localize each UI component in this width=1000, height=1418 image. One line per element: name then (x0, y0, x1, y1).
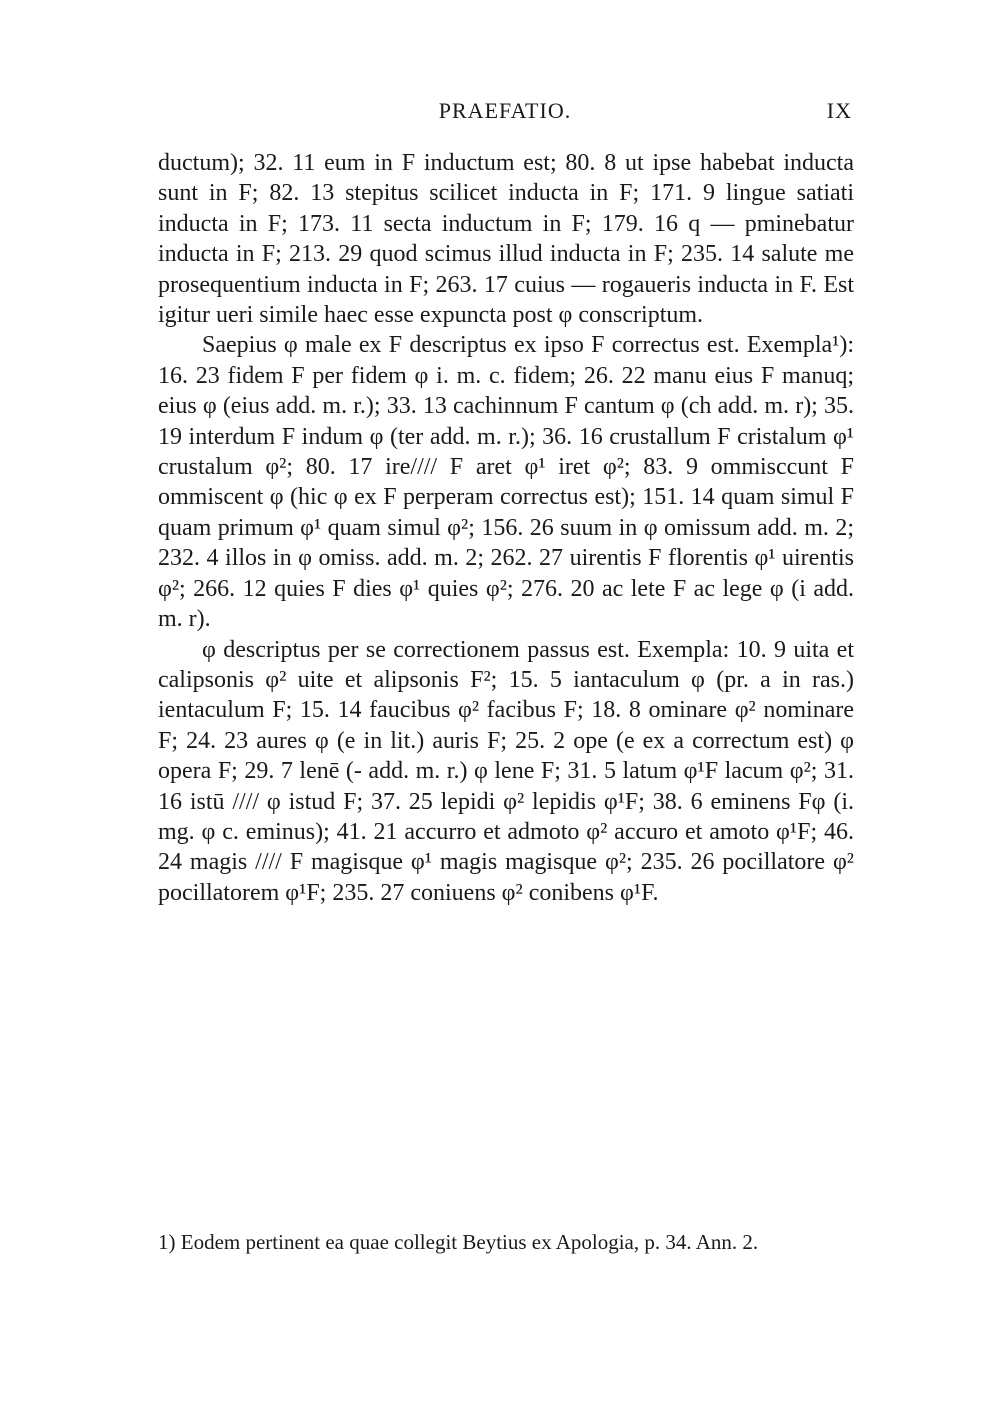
footnote: 1) Eodem pertinent ea quae collegit Beytius ex Apologia, p. 34. Ann. 2. (158, 1230, 759, 1254)
paragraph-1: ductum); 32. 11 eum in F inductum est; 80. 8 ut ipse habebat inducta sunt in F; 82. 13 stepitus scilicet inducta in F; 171. 9 lingue satiati inducta in F; 173. 11 secta inductum in F; 179. 16 q — pminebatur inducta in F; 213. 29 quod scimus illud inducta in F; 235. 14 salute me prosequentium inducta in F; 263. 17 cuius — rogaueris inducta in F. Est igitur ueri simile haec esse expuncta post φ conscriptum. (158, 150, 854, 329)
main-text (158, 148, 854, 908)
page-number: IX (826, 98, 852, 123)
running-header (158, 98, 852, 128)
paragraph-2: Saepius φ male ex F descriptus ex ipso F correctus est. Exempla¹): 16. 23 fidem F per fidem φ i. m. c. fidem; 26. 22 manu eius F manuq; eius φ (eius add. m. r.); 33. 13 cachinnum F cantum φ (ch add. m. r); 35. 19 interdum F indum φ (ter add. m. r.); 36. 16 crustallum F cristalum φ¹ crustalum φ²; 80. 17 ire//// F aret φ¹ iret φ²; 83. 9 ommisccunt F ommiscent φ (hic φ ex F perperam correctus est); 151. 14 quam simul F quam primum φ¹ quam simul φ²; 156. 26 suum in φ omissum add. m. 2; 232. 4 illos in φ omiss. add. m. 2; 262. 27 uirentis F florentis φ¹ uirentis φ²; 266. 12 quies F dies φ¹ quies φ²; 276. 20 ac lete F ac lege φ (i add. m. r). (158, 332, 854, 633)
paragraph-3: φ descriptus per se correctionem passus est. Exempla: 10. 9 uita et calipsonis φ² uite et alipsonis F²; 15. 5 iantaculum φ (pr. a in ras.) ientaculum F; 15. 14 faucibus φ² facibus F; 18. 8 ominare φ² nominare F; 24. 23 aures φ (e in lit.) auris F; 25. 2 ope (e ex a correctum est) φ opera F; 29. 7 lenē (- add. m. r.) φ lene F; 31. 5 latum φ¹F lacum φ²; 31. 16 istū //// φ istud F; 37. 25 lepidi φ² lepidis φ¹F; 38. 6 eminens Fφ (i. mg. φ c. eminus); 41. 21 accurro et admoto φ² accuro et amoto φ¹F; 46. 24 magis //// F magisque φ¹ magis magisque φ²; 235. 26 pocillatore φ² pocillatorem φ¹F; 235. 27 coniuens φ² conibens φ¹F. (158, 636, 855, 906)
header-title: PRAEFATIO. (438, 98, 572, 123)
